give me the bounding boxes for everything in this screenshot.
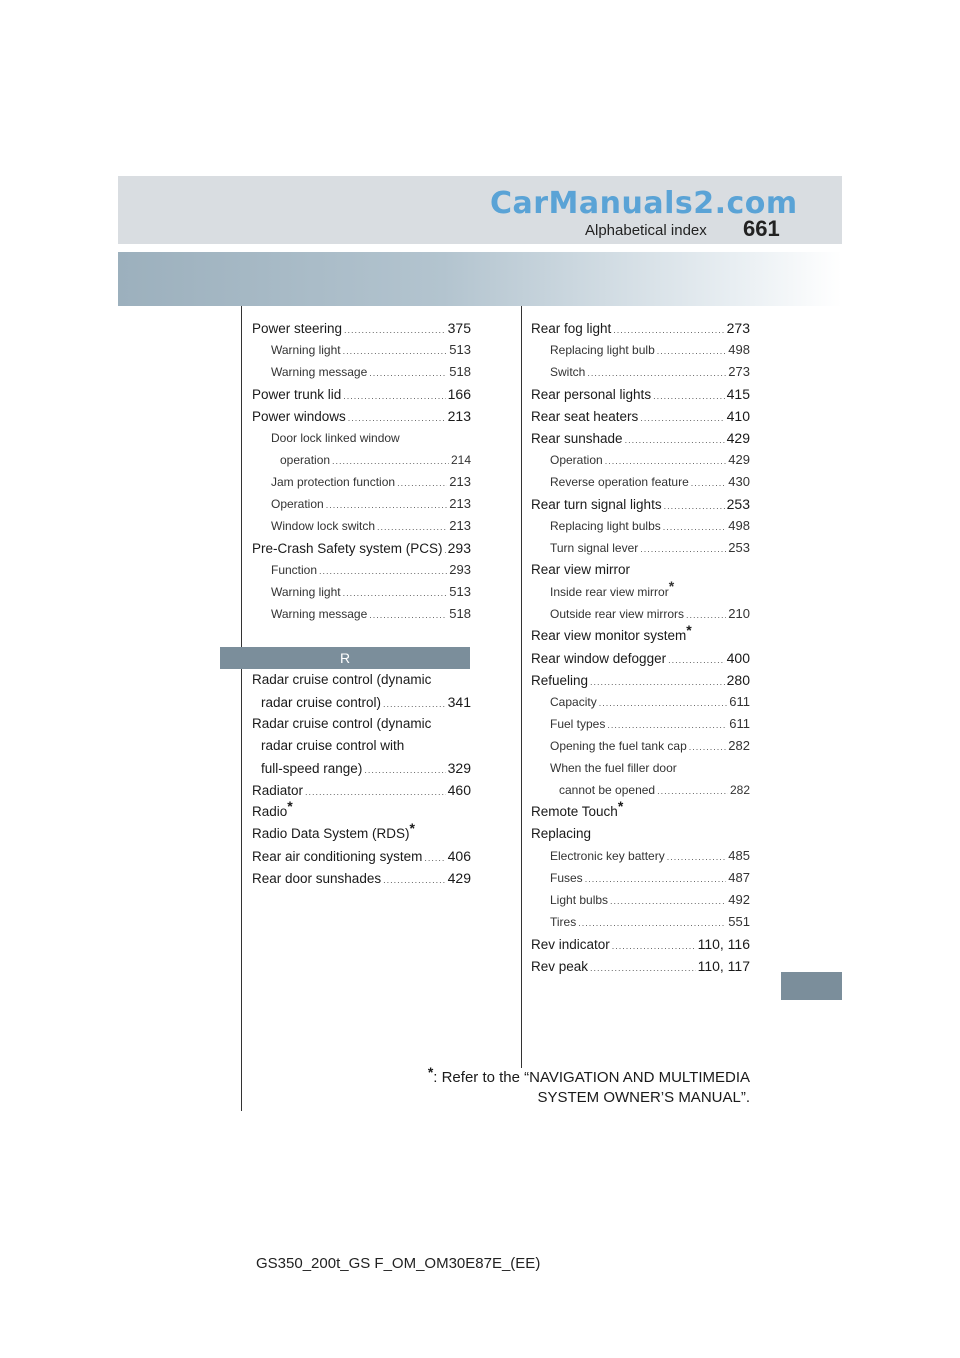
- index-entry-starred: [531, 622, 750, 647]
- index-entry: [531, 647, 750, 669]
- index-entry: [531, 471, 750, 493]
- index-entry-label: Pre-Crash Safety system (PCS): [252, 541, 443, 556]
- index-entry-page: 611: [729, 716, 750, 731]
- index-entry-page: 280: [726, 672, 750, 688]
- index-entry-label: Inside rear view mirror: [550, 585, 669, 599]
- dot-leader: [613, 319, 724, 341]
- index-entry-label: Rear door sunshades: [252, 871, 382, 886]
- dot-leader: [605, 450, 727, 472]
- dot-leader: [607, 714, 727, 736]
- index-entry-page: 498: [728, 342, 750, 357]
- dot-leader: [640, 538, 726, 560]
- index-entry-page: 487: [728, 870, 750, 885]
- index-entry-label: Warning light: [271, 343, 341, 357]
- dot-leader: [657, 340, 727, 362]
- middle-column-rule: [521, 306, 522, 1068]
- index-entry: [531, 669, 750, 691]
- dot-leader: [369, 604, 447, 626]
- index-entry: [531, 383, 750, 405]
- index-entry: [531, 845, 750, 867]
- index-entry: [252, 471, 471, 493]
- index-entry-label: Rear window defogger: [531, 651, 667, 666]
- dot-leader: [326, 494, 448, 516]
- index-entry-page: 293: [449, 562, 471, 577]
- index-entry-label: Window lock switch: [271, 519, 376, 533]
- dot-leader: [343, 340, 448, 362]
- gradient-band: [118, 252, 842, 306]
- index-entry: [531, 691, 750, 713]
- index-entry: [252, 493, 471, 515]
- index-entry-page: 513: [449, 342, 471, 357]
- index-entry-label: cannot be opened: [559, 783, 656, 797]
- index-entry-label: Rear turn signal lights: [531, 497, 662, 512]
- index-entry-label: Outside rear view mirrors: [550, 607, 685, 621]
- dot-leader: [585, 868, 727, 890]
- index-entry: [531, 537, 750, 559]
- index-entry-label: Rear fog light: [531, 321, 612, 336]
- index-entry: [252, 339, 471, 361]
- index-entry-starred: [531, 578, 750, 603]
- dot-leader: [587, 362, 726, 384]
- index-entry-page: 166: [447, 386, 471, 402]
- index-entry-label: Rev indicator: [531, 937, 610, 952]
- index-entry: [252, 691, 471, 713]
- dot-leader: [686, 604, 726, 626]
- index-entry-page: 460: [447, 782, 471, 798]
- index-entry-label: Refueling: [531, 673, 589, 688]
- index-entry-page: 551: [728, 914, 750, 929]
- footnote-star: *: [427, 1064, 434, 1080]
- footnote-line-1: : Refer to the “NAVIGATION AND MULTIMEDIA: [433, 1069, 750, 1086]
- index-entry: [531, 317, 750, 339]
- index-entry: [531, 713, 750, 735]
- index-entry: [252, 867, 471, 889]
- index-entry: [531, 889, 750, 911]
- index-entry-text: Rear view mirror: [531, 562, 631, 577]
- index-entry-label: Radio: [252, 804, 288, 819]
- index-entry-label: radar cruise control): [261, 695, 382, 710]
- index-entry-label: Electronic key battery: [550, 849, 665, 863]
- index-entry-page: 213: [449, 518, 471, 533]
- index-entry-page: 253: [728, 540, 750, 555]
- index-entry: [531, 955, 750, 977]
- index-entry-starred: [252, 798, 471, 823]
- index-entry-page: 415: [726, 386, 750, 402]
- dot-leader: [364, 759, 445, 781]
- index-entry: [252, 537, 471, 559]
- dot-leader: [625, 429, 725, 451]
- index-entry-label: Switch: [550, 365, 586, 379]
- index-entry: [252, 845, 471, 867]
- index-entry-text: Radar cruise control (dynamic: [252, 716, 432, 731]
- index-entry-page: 282: [729, 783, 750, 797]
- index-entry: [531, 515, 750, 537]
- index-entry-label: full-speed range): [261, 761, 363, 776]
- index-entry-page: 329: [447, 760, 471, 776]
- index-entry-page: 513: [449, 584, 471, 599]
- dot-leader: [344, 319, 446, 341]
- index-entry-page: 429: [728, 452, 750, 467]
- index-entry-page: 406: [447, 848, 471, 864]
- dot-leader: [319, 560, 447, 582]
- index-entry: [252, 581, 471, 603]
- index-entry-page: 213: [449, 496, 471, 511]
- index-entry-label: Replacing light bulb: [550, 343, 655, 357]
- footnote-marker: *: [617, 798, 624, 814]
- dot-leader: [664, 495, 725, 517]
- footnote-line-2: SYSTEM OWNER’S MANUAL”.: [537, 1089, 750, 1106]
- dot-leader: [610, 890, 726, 912]
- index-entry-label: Rear sunshade: [531, 431, 623, 446]
- index-entry-page: 518: [449, 364, 471, 379]
- index-entry-label: Function: [271, 563, 318, 577]
- dot-leader: [332, 450, 449, 472]
- dot-leader: [343, 582, 448, 604]
- index-entry-page: 429: [726, 430, 750, 446]
- index-entry: [531, 339, 750, 361]
- page-header-title: Alphabetical index: [585, 222, 707, 239]
- index-entry-page: 213: [447, 408, 471, 424]
- index-entry-page: 210: [728, 606, 750, 621]
- index-entry-starred: [531, 798, 750, 823]
- index-entry-text: When the fuel filler door: [550, 761, 677, 775]
- dot-leader: [691, 472, 727, 494]
- index-entry-label: Warning light: [271, 585, 341, 599]
- dot-leader: [663, 516, 727, 538]
- index-entry-starred: [252, 820, 471, 845]
- index-entry: [252, 361, 471, 383]
- index-entry: [531, 449, 750, 471]
- dot-leader: [667, 846, 727, 868]
- index-entry: [531, 427, 750, 449]
- index-entry-label: Rev peak: [531, 959, 589, 974]
- index-entry-label: Rear seat heaters: [531, 409, 639, 424]
- index-entry: [252, 383, 471, 405]
- index-entry: [531, 911, 750, 933]
- index-entry-label: Warning message: [271, 365, 368, 379]
- index-entry-page: 293: [447, 540, 471, 556]
- index-entry-page: 213: [449, 474, 471, 489]
- index-entry-label: Operation: [550, 453, 603, 467]
- dot-leader: [369, 362, 447, 384]
- index-entry-page: 253: [726, 496, 750, 512]
- index-entry-label: Rear personal lights: [531, 387, 652, 402]
- index-entry: [531, 405, 750, 427]
- index-entry-page: 410: [726, 408, 750, 424]
- index-entry-page: 400: [726, 650, 750, 666]
- chapter-tab: [781, 972, 842, 1000]
- index-entry-page: 485: [728, 848, 750, 863]
- footnote-marker: *: [287, 798, 293, 814]
- footnote: [400, 1064, 750, 1108]
- index-entry: [252, 603, 471, 625]
- dot-leader: [590, 957, 696, 979]
- index-entry-page: 273: [728, 364, 750, 379]
- left-column-rule: [241, 306, 242, 1111]
- index-entry-page: 492: [728, 892, 750, 907]
- dot-leader: [668, 649, 725, 671]
- index-entry: [252, 515, 471, 537]
- dot-leader: [305, 781, 446, 803]
- index-entry-page: 430: [728, 474, 750, 489]
- index-entry-label: Fuses: [550, 871, 583, 885]
- index-entry-label: Power steering: [252, 321, 343, 336]
- index-entry: [531, 867, 750, 889]
- index-entry-label: Radiator: [252, 783, 304, 798]
- dot-leader: [424, 847, 445, 869]
- watermark-logo: CarManuals2.com: [490, 186, 798, 221]
- dot-leader: [590, 671, 725, 693]
- dot-leader: [657, 780, 728, 802]
- index-entry-page: 498: [728, 518, 750, 533]
- index-entry: [531, 933, 750, 955]
- index-entry-text: radar cruise control with: [261, 738, 405, 753]
- index-entry-label: Power windows: [252, 409, 346, 424]
- index-entry: [531, 603, 750, 625]
- index-entry-page: 429: [447, 870, 471, 886]
- index-entry-label: Opening the fuel tank cap: [550, 739, 687, 753]
- index-entry-label: Remote Touch: [531, 804, 618, 819]
- dot-leader: [348, 407, 446, 429]
- footnote-marker: *: [409, 820, 415, 836]
- dot-leader: [689, 736, 727, 758]
- index-entry-text: Replacing: [531, 826, 592, 841]
- dot-leader: [377, 516, 447, 538]
- index-entry-page: 375: [447, 320, 471, 336]
- section-letter-bar: R: [220, 647, 470, 669]
- index-column-left: [252, 317, 471, 625]
- index-entry: [252, 405, 471, 427]
- index-column-left-r: [252, 669, 471, 889]
- index-entry-page: 110, 116: [697, 936, 750, 952]
- index-entry-page: 273: [726, 320, 750, 336]
- index-entry-label: Light bulbs: [550, 893, 609, 907]
- index-entry: [252, 559, 471, 581]
- index-entry-page: 110, 117: [697, 958, 750, 974]
- footnote-marker: *: [668, 578, 675, 594]
- dot-leader: [612, 935, 696, 957]
- index-entry-text: Door lock linked window: [271, 431, 400, 445]
- index-entry-label: Rear air conditioning system: [252, 849, 423, 864]
- dot-leader: [383, 693, 446, 715]
- index-entry: [531, 361, 750, 383]
- dot-leader: [599, 692, 728, 714]
- index-entry-page: 518: [449, 606, 471, 621]
- index-column-right: [531, 317, 750, 977]
- index-entry: [531, 779, 750, 801]
- index-entry: [252, 317, 471, 339]
- index-entry-label: Turn signal lever: [550, 541, 639, 555]
- index-entry-label: operation: [280, 453, 331, 467]
- index-entry-label: Capacity: [550, 695, 597, 709]
- index-entry-label: Tires: [550, 915, 577, 929]
- dot-leader: [397, 472, 447, 494]
- index-entry-label: Operation: [271, 497, 324, 511]
- index-entry-label: Fuel types: [550, 717, 606, 731]
- index-entry-text: Radar cruise control (dynamic: [252, 672, 432, 687]
- footnote-marker: *: [686, 622, 692, 638]
- index-entry-page: 611: [729, 694, 750, 709]
- model-code: GS350_200t_GS F_OM_OM30E87E_(EE): [256, 1255, 541, 1272]
- page-number: 661: [743, 216, 780, 241]
- index-entry-label: Warning message: [271, 607, 368, 621]
- index-entry-label: Reverse operation feature: [550, 475, 689, 489]
- index-entry: [252, 757, 471, 779]
- dot-leader: [445, 539, 446, 561]
- index-entry: [531, 493, 750, 515]
- index-entry-page: 341: [447, 694, 471, 710]
- index-entry-page: 282: [728, 738, 750, 753]
- index-entry: [531, 735, 750, 757]
- dot-leader: [653, 385, 725, 407]
- dot-leader: [383, 869, 446, 891]
- index-entry: [252, 779, 471, 801]
- index-entry-page: 214: [450, 453, 471, 467]
- index-entry: [252, 449, 471, 471]
- dot-leader: [343, 385, 445, 407]
- dot-leader: [640, 407, 724, 429]
- index-entry-label: Jam protection function: [271, 475, 396, 489]
- index-entry-label: Radio Data System (RDS): [252, 826, 410, 841]
- index-entry-label: Replacing light bulbs: [550, 519, 661, 533]
- index-entry-label: Rear view monitor system: [531, 628, 687, 643]
- dot-leader: [578, 912, 726, 934]
- index-entry-label: Power trunk lid: [252, 387, 342, 402]
